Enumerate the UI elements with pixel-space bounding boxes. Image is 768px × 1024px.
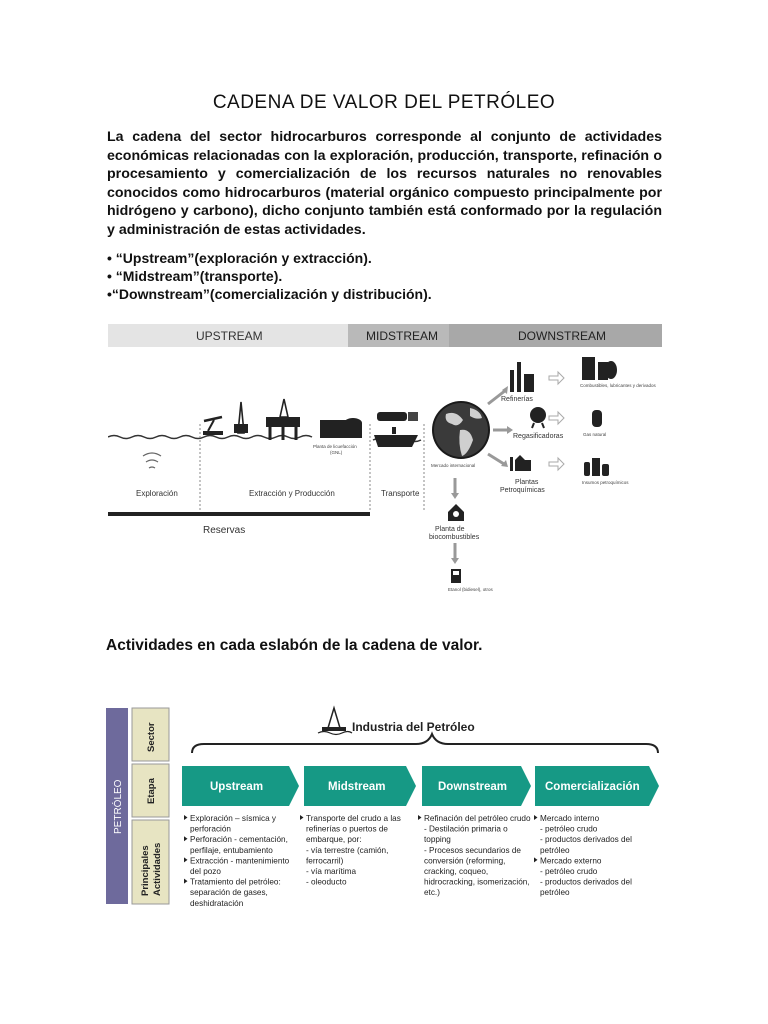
bullet-marker-icon [534, 815, 538, 820]
regasification-label: Regasificadoras [513, 433, 564, 440]
biofuel-label-1: Planta de [435, 526, 465, 533]
stage-upstream: Upstream [210, 781, 264, 793]
section-midstream: MIDSTREAM [366, 329, 438, 343]
col1-line: Perforación - cementación, [190, 835, 288, 845]
fuels-label: Combustibles, lubricantes y derivados [580, 383, 656, 388]
bullet-list [107, 249, 432, 303]
col2-line: ferrocarril) [306, 856, 344, 866]
col2-line: - vía marítima [306, 867, 357, 876]
gas-cylinder-icon [592, 410, 602, 427]
bullet-marker-icon [184, 836, 188, 841]
intro-paragraph: La cadena del sector hidrocarburos corresponde al conjunto de actividades económicas relacionadas con la exploración, producción, transporte, refinación o procesamiento y comercialización de los recursos naturales no renovables conocidos como hidrocarburos (material orgánico compuesto principalmente por hidrógeno y carbono), dicho conjunto también está conformado por la regulación y administración de estas actividades. [107, 129, 662, 238]
refinery-icon [510, 362, 534, 392]
bullet-marker-icon [300, 815, 304, 820]
section-upstream: UPSTREAM [196, 329, 263, 343]
col1-line: Exploración – sísmica y [190, 814, 277, 823]
industry-title: Industria del Petróleo [352, 720, 475, 734]
col3-line: cracking, coqueo, [424, 867, 489, 876]
col3-line: topping [424, 835, 451, 845]
bullet-marker-icon [184, 879, 188, 884]
biofuel-label-2: biocombustibles [429, 534, 480, 541]
bullet-downstream: •“Downstream”(comercialización y distribución). [107, 286, 432, 302]
col4-line: - productos derivados del [540, 877, 632, 887]
fuel-pump-icon [451, 569, 461, 583]
col1-line: Tratamiento del petróleo: [190, 877, 281, 887]
section-heading: Actividades en cada eslabón de la cadena de valor. [106, 637, 483, 654]
biofuel-plant-icon [448, 504, 464, 521]
side-actividades: Actividades [152, 842, 163, 896]
drilling-rig-icon [234, 402, 248, 433]
lng-plant-label-2: (GNL) [330, 450, 343, 455]
side-sector: Sector [146, 722, 157, 752]
petrochemical-plant-icon [510, 455, 531, 471]
bullet-marker-icon [184, 857, 188, 862]
col1-line: separación de gases, [190, 888, 268, 898]
col2-line: - vía terrestre (camión, [306, 845, 389, 855]
petrochemical-inputs-icon [584, 458, 609, 476]
fuel-products-icon [582, 357, 617, 380]
col3-line: Refinación del petróleo crudo [424, 814, 531, 823]
value-chain-illustration [108, 324, 663, 596]
col3-line: - Procesos secundarios de [424, 845, 521, 855]
activities-diagram [106, 700, 662, 910]
section-downstream: DOWNSTREAM [518, 329, 606, 343]
extraction-label: Extracción y Producción [249, 489, 335, 498]
col3-line: hidrocracking, isomerización, [424, 877, 530, 887]
col2-line: embarque, por: [306, 835, 362, 845]
col4-line: petróleo [540, 845, 570, 855]
globe-icon [432, 401, 490, 459]
lng-plant-label: Planta de licuefacción [313, 444, 357, 449]
page-title: CADENA DE VALOR DEL PETRÓLEO [212, 92, 556, 113]
col4-line: - petróleo crudo [540, 824, 598, 834]
bullet-marker-icon [184, 815, 188, 820]
col2-line: Transporte del crudo a las [306, 814, 401, 823]
pump-jack-icon [203, 417, 223, 435]
refinery-label: Refinerías [501, 396, 533, 403]
ship-icon [374, 427, 418, 447]
bullet-midstream: • “Midstream”(transporte). [107, 268, 283, 284]
col1-line: Extracción - mantenimiento [190, 856, 290, 866]
col4-line: - productos derivados del [540, 835, 632, 845]
side-principales: Principales [140, 845, 151, 896]
side-etapa: Etapa [146, 778, 157, 804]
offshore-platform-icon [266, 399, 300, 440]
exploration-label: Exploración [136, 489, 178, 498]
col1-line: deshidratación [190, 898, 244, 908]
col1-line: del pozo [190, 867, 221, 876]
col4-line: Mercado interno [540, 814, 600, 823]
col2-line: - oleoducto [306, 877, 347, 887]
ethanol-label: Etanol (bidiesel), otros [448, 587, 493, 592]
petrochem-label-1: Plantas [515, 479, 539, 486]
lng-plant-icon [320, 418, 362, 438]
natural-gas-label: Gas natural [583, 432, 607, 437]
stage-midstream: Midstream [328, 781, 386, 793]
col1-line: perfilaje, entubamiento [190, 845, 273, 855]
seismic-wave-icon [143, 453, 161, 468]
bullet-marker-icon [418, 815, 422, 820]
petrochem-label-2: Petroquímicas [500, 487, 545, 494]
regasification-icon [530, 407, 546, 428]
truck-icon [377, 412, 418, 421]
bullet-upstream: • “Upstream”(exploración y extracción). [107, 250, 372, 266]
bullet-marker-icon [534, 857, 538, 862]
col3-line: etc.) [424, 888, 440, 898]
oil-rig-icon [318, 708, 352, 735]
col3-line: conversión (reforming, [424, 856, 506, 866]
stage-comercializacion: Comercialización [545, 781, 640, 793]
petrochem-inputs-label: Insumos petroquímicos [582, 480, 629, 485]
col4-line: petróleo [540, 888, 570, 898]
col3-line: - Destilación primaria o [424, 824, 508, 834]
transport-label: Transporte [381, 489, 420, 498]
side-petroleo: PETRÓLEO [113, 779, 124, 834]
col1-line: perforación [190, 824, 231, 834]
col4-line: - petróleo crudo [540, 867, 598, 876]
col4-line: Mercado externo [540, 856, 602, 866]
reserves-label: Reservas [203, 525, 246, 536]
stage-downstream: Downstream [438, 781, 508, 793]
col2-line: refinerías o puertos de [306, 824, 388, 834]
market-label: Mercado internacional [431, 463, 476, 468]
